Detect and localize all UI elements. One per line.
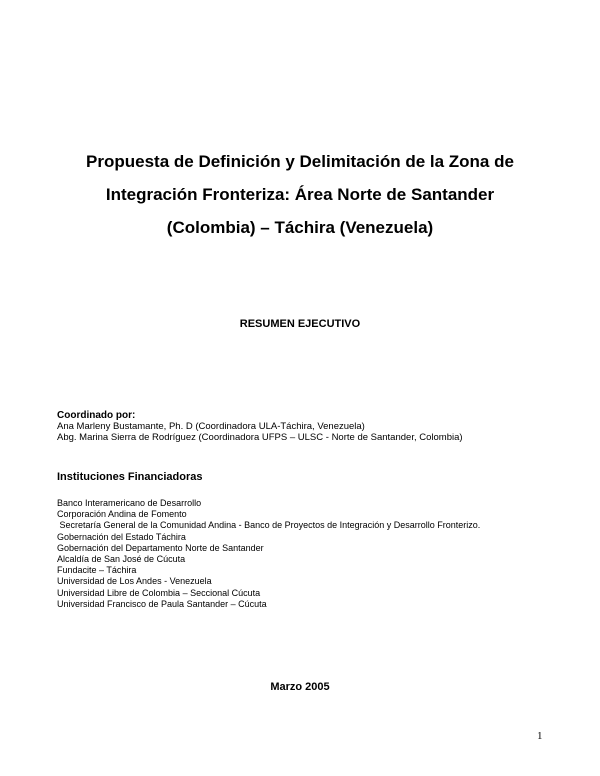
title-line: Propuesta de Definición y Delimitación de la Zona de xyxy=(86,152,514,171)
page-number: 1 xyxy=(537,730,543,742)
institution-item: Universidad de Los Andes - Venezuela xyxy=(57,576,212,587)
institution-item: Gobernación del Estado Táchira xyxy=(57,531,186,542)
coordinated-by-heading: Coordinado por: xyxy=(57,410,136,421)
document-date: Marzo 2005 xyxy=(270,681,330,693)
coordinators-section xyxy=(57,410,463,443)
coordinator-line: Abg. Marina Sierra de Rodríguez (Coordinadora UFPS – ULSC - Norte de Santander, Colombia) xyxy=(57,432,463,443)
title-line: Integración Fronteriza: Área Norte de Santander xyxy=(105,185,495,204)
institution-item: Universidad Francisco de Paula Santander – Cúcuta xyxy=(57,598,267,609)
institution-item: Secretaría General de la Comunidad Andina - Banco de Proyectos de Integración y Desarrollo Fronterizo. xyxy=(57,520,481,531)
executive-summary-heading: RESUMEN EJECUTIVO xyxy=(239,318,361,330)
document-title xyxy=(40,145,560,244)
institution-item: Alcaldía de San José de Cúcuta xyxy=(57,554,186,565)
institutions-heading: Instituciones Financiadoras xyxy=(57,471,203,483)
title-line: (Colombia) – Táchira (Venezuela) xyxy=(166,218,434,237)
coordinator-line: Ana Marleny Bustamante, Ph. D (Coordinadora ULA-Táchira, Venezuela) xyxy=(57,421,365,432)
institution-item: Universidad Libre de Colombia – Seccional Cúcuta xyxy=(57,587,261,598)
institutions-list xyxy=(57,498,480,610)
institution-item: Corporación Andina de Fomento xyxy=(57,509,187,520)
institution-item: Gobernación del Departamento Norte de Santander xyxy=(57,542,264,553)
institution-item: Banco Interamericano de Desarrollo xyxy=(57,498,202,508)
institution-item: Fundacite – Táchira xyxy=(57,565,137,576)
